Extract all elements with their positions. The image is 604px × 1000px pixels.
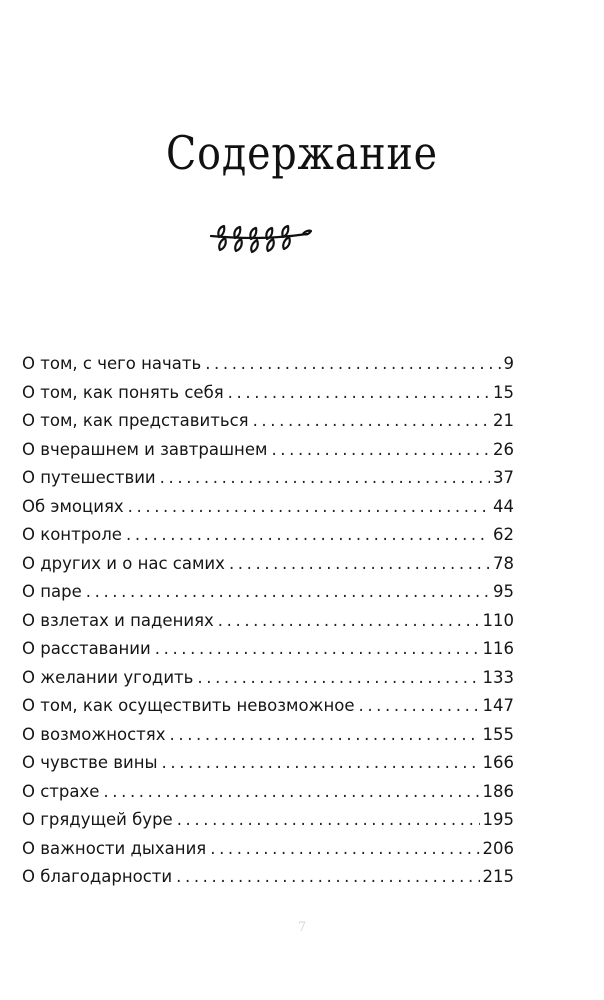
toc-entry-title: О контроле	[22, 525, 122, 544]
dot-leader	[228, 383, 490, 402]
toc-entry-title: О чувстве вины	[22, 753, 158, 772]
toc-entry-page: 26	[493, 439, 514, 459]
toc-entry[interactable]	[22, 639, 514, 668]
toc-entry-title: О страхе	[22, 781, 100, 801]
dot-leader	[253, 411, 490, 430]
toc-entry-page: 155	[482, 724, 514, 744]
toc-entry[interactable]	[22, 440, 514, 469]
toc-entry[interactable]	[22, 867, 514, 896]
toc-entry-title: О важности дыхания	[22, 838, 207, 858]
toc-entry-page: 110	[482, 610, 514, 630]
dot-leader	[103, 782, 479, 801]
toc-entry-title: О вчерашнем и завтрашнем	[22, 439, 268, 459]
dot-leader	[197, 668, 479, 687]
page-number: 7	[297, 920, 307, 935]
toc-entry[interactable]	[22, 696, 514, 725]
toc-entry[interactable]	[22, 354, 514, 383]
toc-entry-title: О взлетах и падениях	[22, 610, 214, 630]
dot-leader	[177, 810, 480, 829]
toc-entry-page: 195	[482, 810, 514, 829]
dot-leader	[128, 497, 490, 516]
toc-entry[interactable]	[22, 582, 514, 611]
toc-entry[interactable]	[22, 725, 514, 754]
toc-entry-title: О других и о нас самих	[22, 553, 225, 573]
toc-entry-page: 44	[493, 496, 514, 516]
toc-entry[interactable]	[22, 839, 514, 868]
toc-entry-title: О расставании	[22, 639, 151, 658]
page-title: Содержание	[166, 125, 438, 180]
toc-entry[interactable]	[22, 525, 514, 554]
toc-entry-page: 206	[482, 838, 514, 858]
dot-leader	[86, 582, 490, 601]
toc-entry-page: 147	[482, 696, 514, 715]
toc-entry[interactable]	[22, 753, 514, 782]
toc-entry[interactable]	[22, 383, 514, 412]
toc-entry-page: 186	[482, 781, 514, 801]
dot-leader	[218, 611, 480, 630]
toc-entry-title: О том, с чего начать	[22, 354, 202, 373]
table-of-contents	[22, 354, 514, 896]
toc-entry-page: 215	[482, 867, 514, 886]
toc-entry[interactable]	[22, 810, 514, 839]
dot-leader	[170, 725, 480, 744]
toc-entry-page: 9	[503, 354, 514, 373]
toc-entry-title: О грядущей буре	[22, 810, 173, 829]
toc-entry-page: 21	[493, 411, 514, 430]
toc-entry-page: 15	[493, 382, 514, 402]
toc-entry[interactable]	[22, 554, 514, 583]
toc-entry[interactable]	[22, 782, 514, 811]
toc-entry-title: О том, как представиться	[22, 411, 249, 430]
toc-entry[interactable]	[22, 411, 514, 440]
toc-entry[interactable]	[22, 611, 514, 640]
toc-entry-title: О возможностях	[22, 724, 166, 744]
toc-entry-title: О том, как понять себя	[22, 382, 224, 402]
dot-leader	[229, 554, 490, 573]
toc-entry-page: 166	[482, 753, 514, 772]
dot-leader	[126, 525, 490, 544]
dot-leader	[176, 867, 479, 886]
toc-entry[interactable]	[22, 668, 514, 697]
toc-entry[interactable]	[22, 497, 514, 526]
laurel-branch-icon	[205, 220, 313, 262]
dot-leader	[160, 468, 490, 487]
toc-entry-title: О путешествии	[22, 468, 156, 487]
toc-entry-page: 62	[493, 525, 514, 544]
toc-entry-title: О паре	[22, 582, 82, 601]
dot-leader	[210, 839, 479, 858]
toc-entry-page: 78	[493, 553, 514, 573]
toc-entry-page: 37	[493, 468, 514, 487]
toc-entry-page: 95	[493, 582, 514, 601]
dot-leader	[358, 696, 479, 715]
toc-entry[interactable]	[22, 468, 514, 497]
toc-entry-page: 133	[482, 667, 514, 687]
toc-entry-title: О том, как осуществить невозможное	[22, 696, 355, 715]
dot-leader	[205, 354, 500, 373]
dot-leader	[155, 639, 480, 658]
toc-entry-title: Об эмоциях	[22, 496, 124, 516]
toc-entry-title: О желании угодить	[22, 667, 194, 687]
toc-entry-page: 116	[482, 639, 514, 658]
toc-entry-title: О благодарности	[22, 867, 173, 886]
dot-leader	[162, 753, 480, 772]
dot-leader	[271, 440, 490, 459]
